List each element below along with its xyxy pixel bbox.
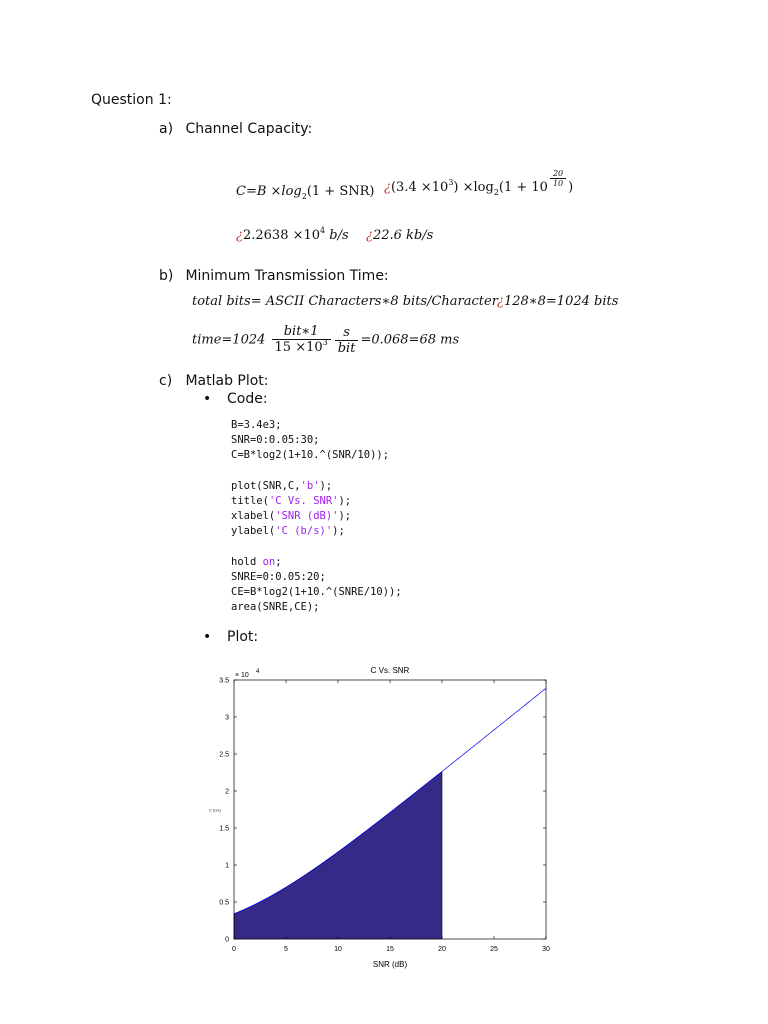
capacity-result-kb	[366, 228, 433, 243]
code-text: );	[338, 510, 352, 523]
bandwidth-value: (3.4 ×10	[390, 180, 449, 195]
rate-exponent: 3	[322, 338, 328, 347]
bullet-icon: •	[203, 391, 212, 407]
bullet-code-label: Code:	[227, 391, 268, 407]
y-tick-label: 2.5	[219, 751, 229, 759]
code-text: ;	[275, 555, 282, 568]
code-line	[231, 570, 402, 585]
code-text: hold	[231, 555, 263, 568]
x-tick-label: 15	[386, 946, 394, 953]
time-fraction-1	[272, 324, 331, 356]
capacity-substitution	[384, 169, 574, 197]
y-tick-label: 0	[225, 936, 229, 944]
code-text: SNR=0:0.05:30;	[231, 434, 320, 447]
bullet-plot-label: Plot:	[227, 629, 259, 645]
part-b-title: Minimum Transmission Time:	[185, 268, 389, 284]
part-a-heading	[159, 121, 312, 137]
y-exponent-power: 4	[256, 669, 260, 675]
snr-exponent-den: 10	[552, 179, 564, 188]
capacity-unit: b/s	[325, 228, 349, 243]
part-c-heading	[159, 373, 269, 389]
capacity-formula-arg: (1 + SNR)	[306, 184, 375, 199]
code-text: plot(SNR,C,	[231, 479, 301, 492]
code-text: );	[332, 525, 345, 538]
code-text: area(SNRE,CE);	[231, 601, 320, 614]
y-exponent-label	[235, 669, 260, 679]
code-string: 'SNR (dB)'	[275, 510, 339, 523]
code-line	[231, 555, 402, 570]
total-bits-result	[497, 294, 618, 309]
part-c-label: c)	[159, 373, 173, 389]
time-fraction-2-den: bit	[337, 340, 356, 356]
equals-glyph: ¿	[236, 228, 243, 243]
bullet-icon: •	[203, 629, 212, 645]
snr-exponent-fraction	[550, 169, 566, 188]
code-line	[231, 585, 402, 600]
snr-base: (1 + 10	[498, 180, 548, 195]
x-tick-label: 30	[542, 946, 550, 953]
chart-xlabel: SNR (dB)	[372, 960, 408, 969]
chart-title: C Vs. SNR	[370, 666, 410, 675]
equals-glyph: ¿	[366, 228, 373, 243]
code-keyword: on	[262, 555, 276, 568]
code-text: );	[338, 495, 352, 508]
part-b-heading	[159, 268, 389, 284]
capacity-value: 2.2638 ×10	[242, 228, 321, 243]
log-base: 2	[301, 192, 307, 201]
total-bits-value: 128∗8=1024 bits	[503, 294, 619, 309]
code-line	[231, 540, 402, 555]
y-tick-label: 0.5	[219, 899, 229, 907]
x-tick-label: 5	[284, 946, 288, 953]
time-formula	[192, 324, 459, 356]
y-tick-label: 1.5	[219, 825, 229, 833]
y-tick-label: 3	[225, 714, 229, 722]
code-text: );	[319, 479, 333, 492]
capacity-kb-value: 22.6 kb/s	[372, 228, 434, 243]
code-text: ylabel(	[231, 525, 276, 538]
code-line	[231, 600, 402, 615]
part-c-title: Matlab Plot:	[185, 373, 269, 389]
y-tick-label: 3.5	[219, 677, 229, 685]
code-line	[231, 448, 402, 463]
part-a-title: Channel Capacity:	[185, 121, 313, 137]
log-base-2: 2	[493, 188, 499, 197]
code-line	[231, 479, 402, 494]
question-title: Question 1:	[91, 92, 172, 108]
x-tick-label: 10	[334, 946, 342, 953]
capacity-exponent: 4	[320, 226, 326, 235]
code-text: xlabel(	[231, 510, 276, 523]
part-b-label: b)	[159, 268, 174, 284]
capacity-formula	[236, 184, 374, 199]
time-result: =0.068=68 ms	[360, 332, 460, 348]
code-line	[231, 418, 402, 433]
code-text: SNRE=0:0.05:20;	[231, 571, 326, 584]
time-fraction-2-num: s	[335, 325, 359, 341]
code-string: 'b'	[300, 479, 320, 492]
code-line	[231, 509, 402, 524]
x-tick-label: 0	[232, 946, 236, 953]
bullet-code	[203, 391, 268, 407]
y-exponent-base: × 10	[235, 672, 249, 679]
code-text: title(	[231, 495, 269, 508]
bandwidth-exponent: 3	[448, 178, 454, 187]
time-lhs: time=1024	[192, 332, 266, 348]
code-text: C=B*log2(1+10.^(SNR/10));	[231, 449, 390, 462]
code-line	[231, 464, 402, 479]
close-paren: )	[568, 180, 574, 195]
time-fraction-1-den	[272, 340, 331, 356]
x-tick-label: 20	[438, 946, 446, 953]
matlab-code-block	[231, 418, 402, 616]
y-tick-label: 2	[225, 788, 229, 796]
code-line	[231, 433, 402, 448]
snr-exponent-num: 20	[550, 169, 566, 179]
code-string: 'C (b/s)'	[275, 525, 333, 538]
capacity-chart	[200, 660, 560, 975]
code-text: B=3.4e3;	[231, 419, 282, 431]
code-string: 'C Vs. SNR'	[268, 495, 339, 508]
total-bits-formula: total bits= ASCII Characters∗8 bits/Character	[192, 294, 498, 309]
code-line	[231, 524, 402, 539]
log-text: ) ×log	[453, 180, 494, 195]
y-tick-label: 1	[225, 862, 229, 870]
part-a-label: a)	[159, 121, 174, 137]
chart-ylabel: C (b/s)	[209, 807, 221, 813]
capacity-formula-lhs: C=B ×log	[236, 184, 302, 199]
time-fraction-2	[335, 325, 359, 356]
equals-glyph: ¿	[497, 294, 504, 309]
rate-value: 15 ×10	[274, 340, 323, 355]
time-fraction-1-num: bit∗1	[272, 324, 331, 340]
equals-glyph: ¿	[384, 180, 391, 195]
bullet-plot	[203, 629, 258, 645]
code-text: CE=B*log2(1+10.^(SNRE/10));	[231, 586, 402, 599]
code-line	[231, 494, 402, 509]
x-tick-label: 25	[490, 946, 498, 953]
capacity-result	[236, 228, 349, 243]
